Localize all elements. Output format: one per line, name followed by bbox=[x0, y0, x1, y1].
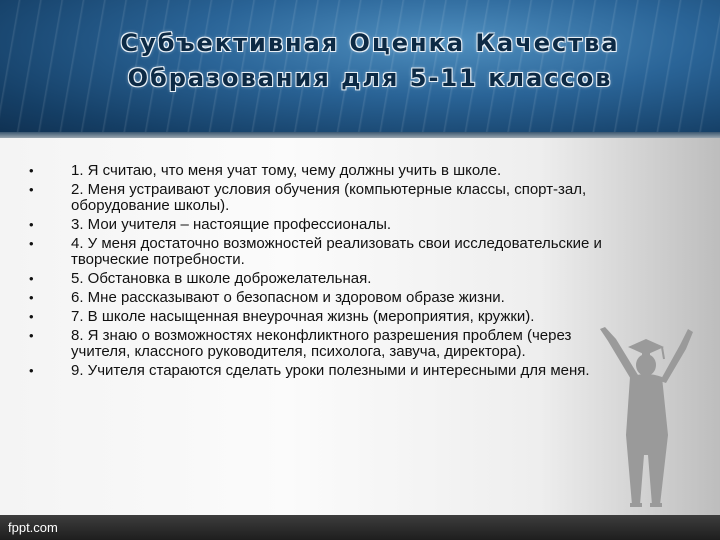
bullet-icon: • bbox=[29, 289, 34, 305]
bullet-icon: • bbox=[29, 308, 34, 324]
list-item-text: 8. Я знаю о возможностях неконфликтного разрешения проблем (через учителя, классного руководителя, психолога, завуча, директора). bbox=[71, 326, 572, 361]
footer-brand-text: fppt.com bbox=[8, 520, 58, 535]
list-item-text: 7. В школе насыщенная внеурочная жизнь (мероприятия, кружки). bbox=[71, 307, 535, 325]
list-item bbox=[22, 236, 607, 269]
list-item bbox=[22, 217, 607, 234]
footer-bar bbox=[0, 515, 720, 540]
list-item bbox=[22, 290, 607, 307]
list-item bbox=[22, 182, 607, 215]
bullet-icon: • bbox=[29, 362, 34, 378]
list-item bbox=[22, 271, 607, 288]
list-item-text: 9. Учителя стараются сделать уроки полезными и интересными для меня. bbox=[71, 361, 590, 379]
list-item-text: 4. У меня достаточно возможностей реализовать свои исследовательские и творческие потребности. bbox=[71, 234, 602, 269]
slide-title-line-2: Образования для 5-11 классов bbox=[127, 64, 613, 92]
bullet-icon: • bbox=[29, 181, 34, 197]
slide-title-line-1: Субъективная Оценка Качества bbox=[120, 29, 620, 57]
bullet-icon: • bbox=[29, 235, 34, 251]
list-item-text: 3. Мои учителя – настоящие профессионалы. bbox=[71, 216, 392, 234]
list-item-text: 6. Мне рассказывают о безопасном и здоровом образе жизни. bbox=[71, 288, 505, 306]
graduate-silhouette-icon bbox=[588, 325, 698, 515]
bullet-icon: • bbox=[29, 163, 34, 178]
list-item bbox=[22, 363, 607, 380]
list-item-text: 2. Меня устраивают условия обучения (компьютерные классы, спорт-зал, оборудование школы). bbox=[71, 180, 587, 215]
list-item bbox=[22, 163, 607, 180]
list-item-text: 5. Обстановка в школе доброжелательная. bbox=[71, 270, 372, 288]
bullet-icon: • bbox=[29, 271, 34, 287]
list-item-text: 1. Я считаю, что меня учат тому, чему должны учить в школе. bbox=[71, 162, 502, 179]
list-item bbox=[22, 328, 607, 361]
bullet-icon: • bbox=[29, 327, 34, 343]
question-list bbox=[22, 163, 607, 382]
bullet-icon: • bbox=[29, 217, 34, 233]
list-item bbox=[22, 309, 607, 326]
slide-title bbox=[60, 26, 680, 96]
